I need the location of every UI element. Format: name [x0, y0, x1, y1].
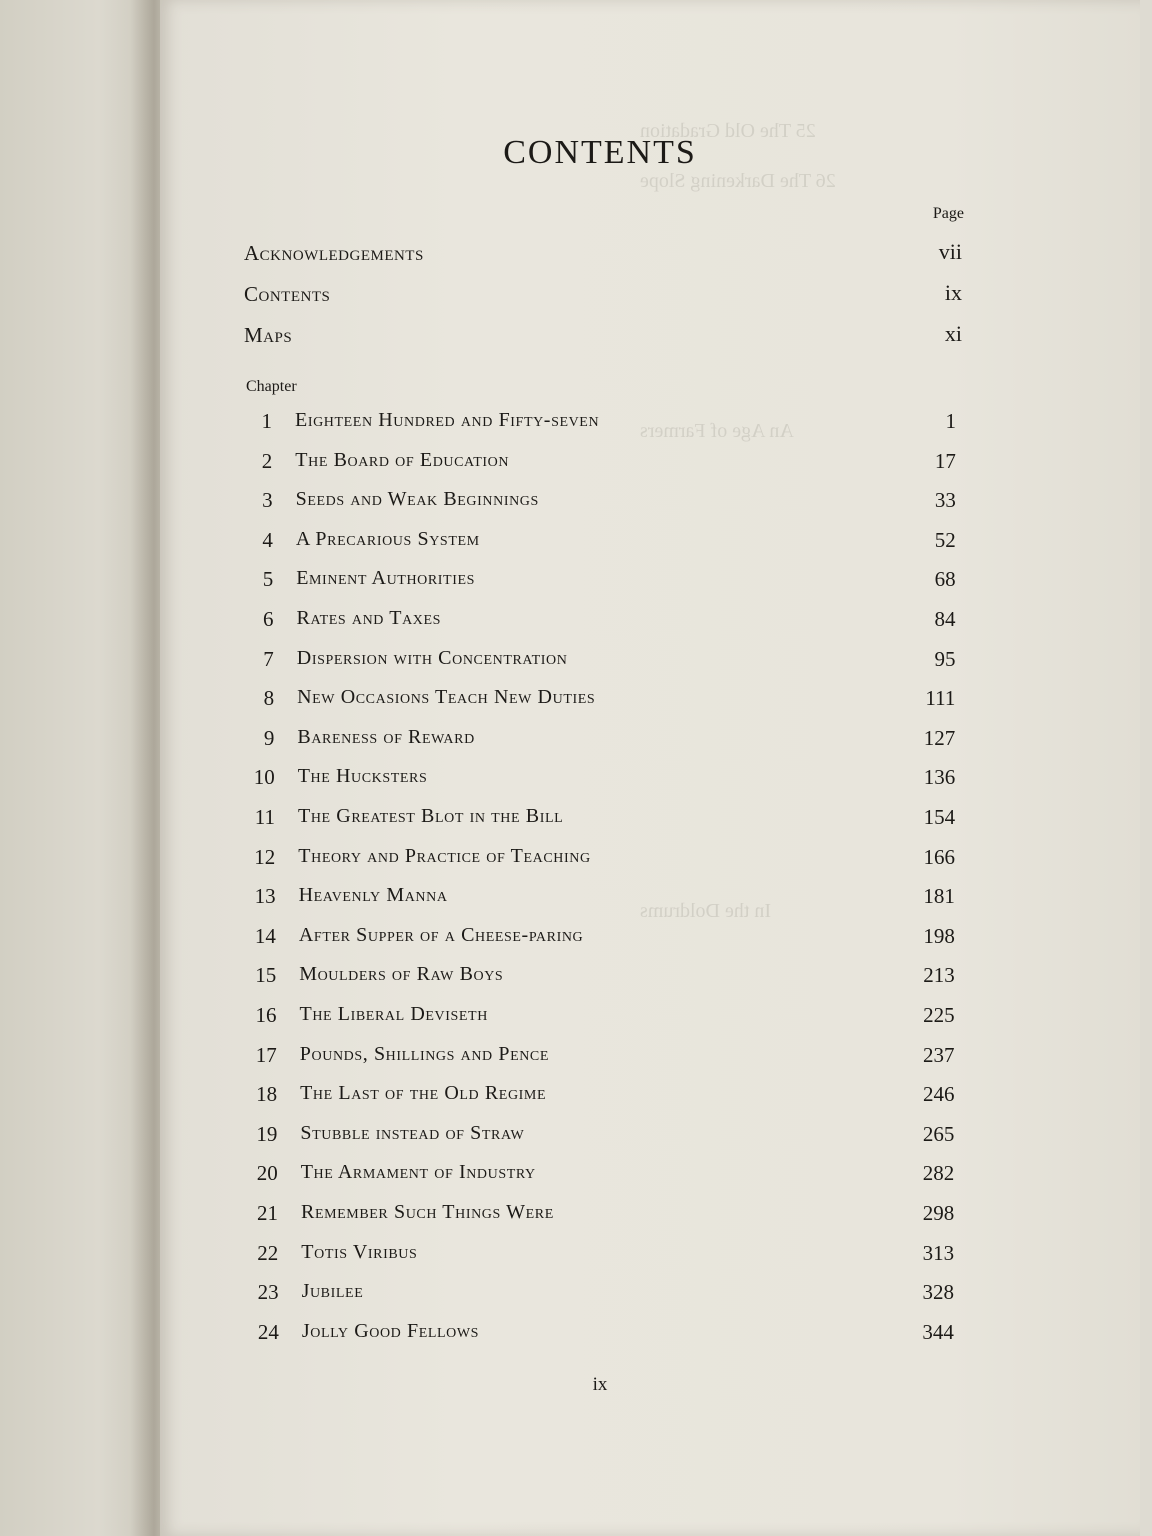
chapter-page: 84 [934, 607, 956, 631]
chapter-number: 7 [263, 646, 274, 671]
page-number: ix [592, 1374, 608, 1395]
chapter-page: 33 [934, 488, 956, 513]
chapter-number: 21 [257, 1201, 278, 1225]
chapter-number: 8 [263, 686, 275, 711]
chapter-page: 127 [923, 725, 956, 750]
chapter-title: The Greatest Blot in the Bill [298, 805, 564, 827]
entry-title: Maps [244, 323, 293, 347]
toc-chapter-row[interactable] [0, 884, 1152, 914]
toc-chapter-row[interactable] [0, 488, 1152, 518]
toc-entry-maps[interactable] [244, 323, 962, 353]
toc-chapter-row[interactable] [0, 1241, 1152, 1271]
toc-chapter-row[interactable] [0, 686, 1152, 716]
chapter-page: 298 [922, 1201, 955, 1225]
chapter-page: 344 [922, 1319, 954, 1344]
chapter-title: The Hucksters [297, 765, 428, 788]
chapter-page: 52 [934, 527, 956, 552]
chapter-number: 6 [263, 607, 274, 631]
toc-chapter-row[interactable] [0, 963, 1152, 993]
chapter-number: 20 [256, 1161, 278, 1186]
chapter-page: 328 [922, 1280, 955, 1305]
toc-chapter-row[interactable] [0, 1043, 1152, 1073]
toc-chapter-row[interactable] [0, 409, 1152, 439]
chapter-title: New Occasions Teach New Duties [297, 686, 596, 709]
entry-title: Contents [244, 282, 331, 306]
chapter-number: 4 [262, 527, 273, 552]
toc-chapter-row[interactable] [0, 1320, 1152, 1350]
chapter-column-label: Chapter [246, 378, 297, 395]
toc-chapter-row[interactable] [0, 1122, 1152, 1152]
entry-page: vii [938, 239, 962, 264]
chapter-page: 237 [923, 1042, 955, 1067]
chapter-title: Seeds and Weak Beginnings [295, 488, 539, 511]
chapter-title: Stubble instead of Straw [300, 1121, 525, 1144]
chapter-number: 13 [254, 884, 276, 909]
chapter-title: The Last of the Old Regime [300, 1082, 547, 1105]
chapter-title: Jolly Good Fellows [301, 1319, 480, 1342]
chapter-title: The Armament of Industry [300, 1161, 536, 1184]
chapter-title: After Supper of a Cheese-paring [298, 923, 584, 946]
chapter-title: Pounds, Shillings and Pence [299, 1042, 550, 1065]
chapter-number: 3 [262, 488, 273, 513]
chapter-page: 111 [925, 686, 956, 711]
chapter-page: 68 [934, 567, 956, 592]
toc-chapter-row[interactable] [0, 528, 1152, 558]
chapter-number: 15 [255, 963, 277, 988]
chapter-page: 154 [923, 805, 956, 829]
chapter-page: 282 [922, 1161, 955, 1186]
chapter-number: 24 [257, 1319, 279, 1344]
toc-chapter-row[interactable] [0, 647, 1152, 677]
chapter-page: 246 [922, 1082, 955, 1107]
chapter-number: 16 [255, 1003, 277, 1027]
toc-chapter-row[interactable] [0, 1082, 1152, 1112]
chapter-title: Theory and Practice of Teaching [298, 844, 591, 867]
chapter-title: Remember Such Things Were [301, 1201, 554, 1223]
toc-chapter-row[interactable] [0, 1201, 1152, 1231]
book-spread: 25 The Old Gradation 26 The Darkening Slope An Age of Farmers In the Doldrums CONTENTS Page Acknowledgements vii Contents ix Maps xi Chapter 1 Eighteen Hundred and Fifty-seven 1 2 The Board of Education 17 3 Seeds and Weak Beginnings 33 4 A Precarious System 52 5 Eminent Authorities 68 6 Rates and Taxes 84 7 Dispersion with Concentration 95 8 New Occasions Teach New Duties 111 9 Bareness of Reward 127 10 The Hucksters 136 11 The Greatest Blot in the Bill 154 12 Theory and Practice of Teaching 166 13 Heavenly Manna 181 14 After Supper of a Cheese-paring 198 15 Moulders of Raw Boys 213 16 The Liberal Deviseth 225 17 Pounds, Shillings and Pence 237 18 The Last of the Old Regime 246 19 Stubble instead of Straw 265 20 The Armament of Industry 282 21 Remember Such Things Were 298 22 Totis Viribus 313 23 Jubilee 328 24 Jolly Good Fellows 344 ix [0, 0, 1152, 1536]
chapter-page: 1 [945, 409, 956, 433]
chapter-title: The Board of Education [295, 448, 510, 471]
chapter-number: 10 [253, 765, 275, 790]
toc-chapter-row[interactable] [0, 924, 1152, 954]
entry-page: ix [944, 280, 962, 305]
chapter-number: 14 [254, 923, 276, 948]
page-title: CONTENTS [503, 134, 697, 171]
chapter-number: 9 [263, 725, 275, 750]
chapter-number: 12 [254, 844, 276, 869]
chapter-title: Totis Viribus [301, 1240, 418, 1263]
toc-chapter-row[interactable] [0, 845, 1152, 875]
chapter-title: A Precarious System [295, 527, 480, 550]
chapter-title: Rates and Taxes [296, 607, 442, 629]
entry-title: Acknowledgements [244, 241, 424, 265]
chapter-number: 5 [262, 567, 274, 592]
chapter-title: Dispersion with Concentration [296, 646, 568, 669]
chapter-page: 181 [923, 884, 955, 909]
chapter-number: 17 [255, 1042, 277, 1067]
chapter-number: 11 [254, 805, 275, 829]
toc-chapter-row[interactable] [0, 1161, 1152, 1191]
entry-page: xi [944, 321, 962, 346]
toc-chapter-row[interactable] [0, 805, 1152, 835]
chapter-page: 225 [923, 1003, 955, 1027]
chapter-number: 22 [257, 1240, 279, 1265]
toc-chapter-row[interactable] [0, 1280, 1152, 1310]
chapter-page: 198 [923, 923, 955, 948]
toc-chapter-row[interactable] [0, 567, 1152, 597]
toc-chapter-row[interactable] [0, 449, 1152, 479]
chapter-number: 23 [257, 1280, 279, 1305]
toc-chapter-row[interactable] [0, 726, 1152, 756]
chapter-title: Moulders of Raw Boys [299, 963, 504, 986]
chapter-page: 17 [934, 448, 956, 473]
chapter-number: 18 [256, 1082, 278, 1107]
chapter-title: Eminent Authorities [296, 567, 476, 590]
toc-chapter-row[interactable] [0, 765, 1152, 795]
chapter-number: 2 [261, 448, 273, 473]
chapter-title: Jubilee [301, 1280, 364, 1303]
chapter-page: 313 [922, 1240, 955, 1265]
chapter-number: 1 [261, 409, 272, 433]
chapter-number: 19 [256, 1121, 278, 1146]
chapter-page: 136 [923, 765, 956, 790]
chapter-page: 265 [922, 1121, 955, 1146]
chapter-page: 95 [934, 646, 956, 671]
chapter-page: 166 [923, 844, 955, 869]
chapter-page: 213 [923, 963, 955, 988]
chapter-title: The Liberal Deviseth [299, 1003, 488, 1025]
toc-entry-contents[interactable] [244, 282, 962, 312]
toc-chapter-row[interactable] [0, 607, 1152, 637]
toc-entry-acknowledgements[interactable] [244, 241, 962, 271]
chapter-title: Heavenly Manna [298, 884, 448, 907]
page-column-label: Page [932, 205, 964, 222]
chapter-title: Bareness of Reward [297, 725, 475, 748]
toc-chapter-row[interactable] [0, 1003, 1152, 1033]
chapter-title: Eighteen Hundred and Fifty-seven [295, 409, 600, 431]
